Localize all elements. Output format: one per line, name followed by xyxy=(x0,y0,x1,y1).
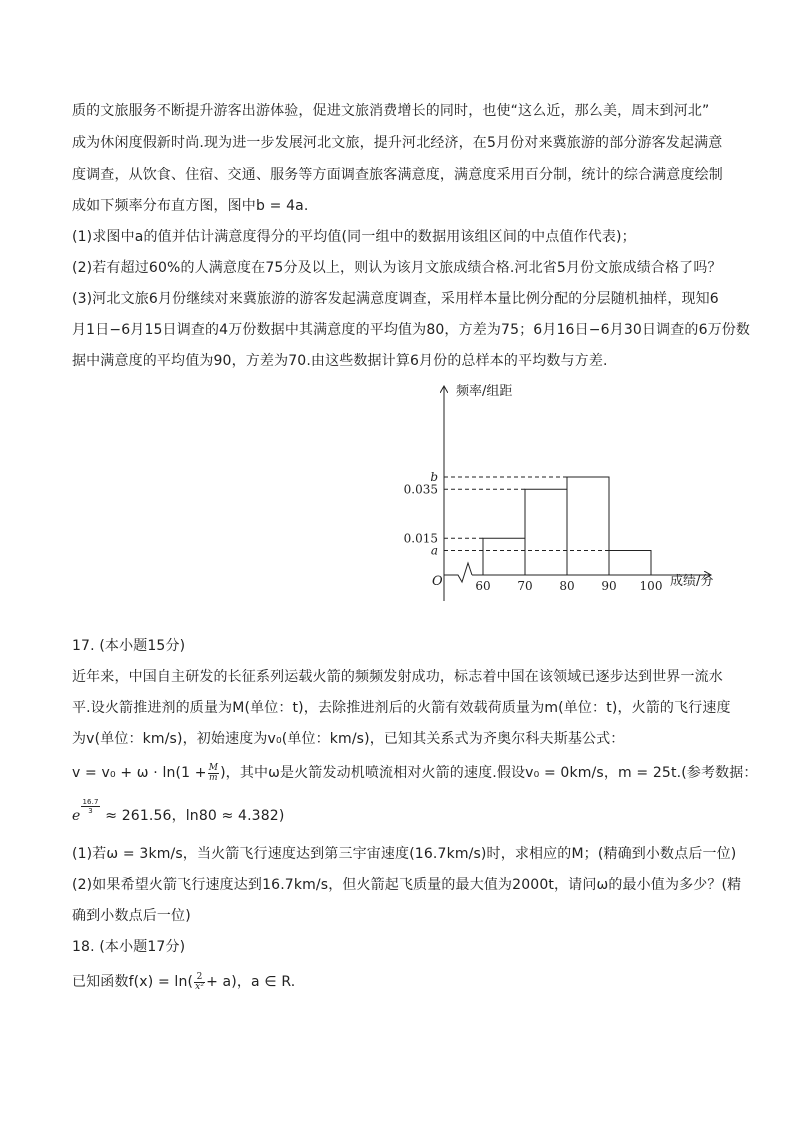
frequency-histogram xyxy=(400,375,730,610)
p16-text-line-4: 成如下频率分布直方图，图中b = 4a. xyxy=(72,198,309,214)
x-tick-label: 80 xyxy=(559,579,575,593)
histogram-bar xyxy=(525,489,567,575)
p17-reference-line xyxy=(72,797,285,826)
x-tick-label: 60 xyxy=(475,579,491,593)
p17-question-2-line-2: 确到小数点后一位) xyxy=(72,908,191,924)
p16-question-1: (1)求图中a的值并估计满意度得分的平均值(同一组中的数据用该组区间的中点值作代表)； xyxy=(72,229,636,245)
y-axis-label: 频率/组距 xyxy=(456,384,513,399)
ref-exponent xyxy=(81,798,99,815)
ref-base: e xyxy=(72,808,81,824)
fraction-denominator: x² xyxy=(195,981,205,992)
y-tick-label: 0.035 xyxy=(403,482,438,497)
fraction-numerator: M xyxy=(208,762,219,773)
p16-text-line-2: 成为休闲度假新时尚.现为进一步发展河北文旅，提升河北经济，在5月份对来冀旅游的部分游客发起满意 xyxy=(72,135,723,151)
p17-formula-line xyxy=(72,763,758,783)
x-tick-label: 100 xyxy=(639,579,663,593)
p17-question-2-line-1: (2)如果希望火箭飞行速度达到16.7km/s，但火箭起飞质量的最大值为2000t，请问ω的最小值为多少？(精 xyxy=(72,877,742,893)
p16-question-3-line-3: 据中满意度的平均值为90，方差为70.由这些数据计算6月份的总样本的平均数与方差. xyxy=(72,353,608,369)
p16-question-3-line-2: 月1日−6月15日调查的4万份数据中其满意度的平均值为80，方差为75；6月16日−6月30日调查的6万份数 xyxy=(72,322,751,338)
x-axis-break xyxy=(444,563,472,582)
y-tick-label: 0.015 xyxy=(403,531,438,546)
p17-text-line-2: 平.设火箭推进剂的质量为M(单位：t)，去除推进剂后的火箭有效载荷质量为m(单位：t)，火箭的飞行速度 xyxy=(72,700,731,716)
histogram-bar xyxy=(567,477,609,575)
ref-rest: ≈ 261.56，ln80 ≈ 4.382) xyxy=(105,808,285,824)
p17-text-line-3: 为v(单位：km/s)，初始速度为v₀(单位：km/s)，已知其关系式为齐奥尔科夫斯基公式： xyxy=(72,731,625,747)
p17-formula-tail: )，其中ω是火箭发动机喷流相对火箭的速度.假设v₀ = 0km/s，m = 25t.(参考数据： xyxy=(220,765,758,781)
y-tick-label: b xyxy=(430,470,438,484)
p16-text-line-1: 质的文旅服务不断提升游客出游体验，促进文旅消费增长的同时，也使“这么近，那么美，周末到河北” xyxy=(72,103,710,119)
p18-stem-tail: + a)，a ∈ R. xyxy=(206,974,296,990)
x-tick-label: 70 xyxy=(517,579,533,593)
histogram-bar xyxy=(609,551,651,576)
p16-question-3-line-1: (3)河北文旅6月份继续对来冀旅游的游客发起满意度调查，采用样本量比例分配的分层随机抽样，现知6 xyxy=(72,291,719,307)
p16-text-line-3: 度调查，从饮食、住宿、交通、服务等方面调查旅客满意度，满意度采用百分制，统计的综合满意度绘制 xyxy=(72,167,723,183)
p17-question-1: (1)若ω = 3km/s，当火箭飞行速度达到第三宇宙速度(16.7km/s)时，求相应的M；(精确到小数点后一位) xyxy=(72,846,737,862)
y-tick-label: a xyxy=(430,543,438,558)
p17-formula-head: v = v₀ + ω · ln(1 + xyxy=(72,765,207,781)
p18-stem-head: 已知函数f(x) = ln( xyxy=(72,974,194,990)
histogram-bar xyxy=(483,538,525,575)
p17-header: 17. (本小题15分) xyxy=(72,638,186,654)
p18-header: 18. (本小题17分) xyxy=(72,939,186,955)
fraction-denominator: m xyxy=(209,772,218,783)
fraction-numerator: 2 xyxy=(194,973,205,983)
p18-stem xyxy=(72,972,295,992)
p16-question-2: (2)若有超过60%的人满意度在75分及以上，则认为该月文旅成绩合格.河北省5月份文旅成绩合格了吗？ xyxy=(72,260,722,276)
exponent-denominator: 3 xyxy=(88,806,93,815)
origin-label: O xyxy=(432,574,443,589)
p18-stem-fraction xyxy=(194,973,205,992)
p17-text-line-1: 近年来，中国自主研发的长征系列运载火箭的频频发射成功，标志着中国在该领域已逐步达到世界一流水 xyxy=(72,669,723,685)
p17-formula-fraction xyxy=(208,764,219,783)
exponent-numerator: 16.7 xyxy=(82,797,99,806)
x-tick-label: 90 xyxy=(601,579,617,593)
x-axis-label: 成绩/分 xyxy=(670,574,714,589)
